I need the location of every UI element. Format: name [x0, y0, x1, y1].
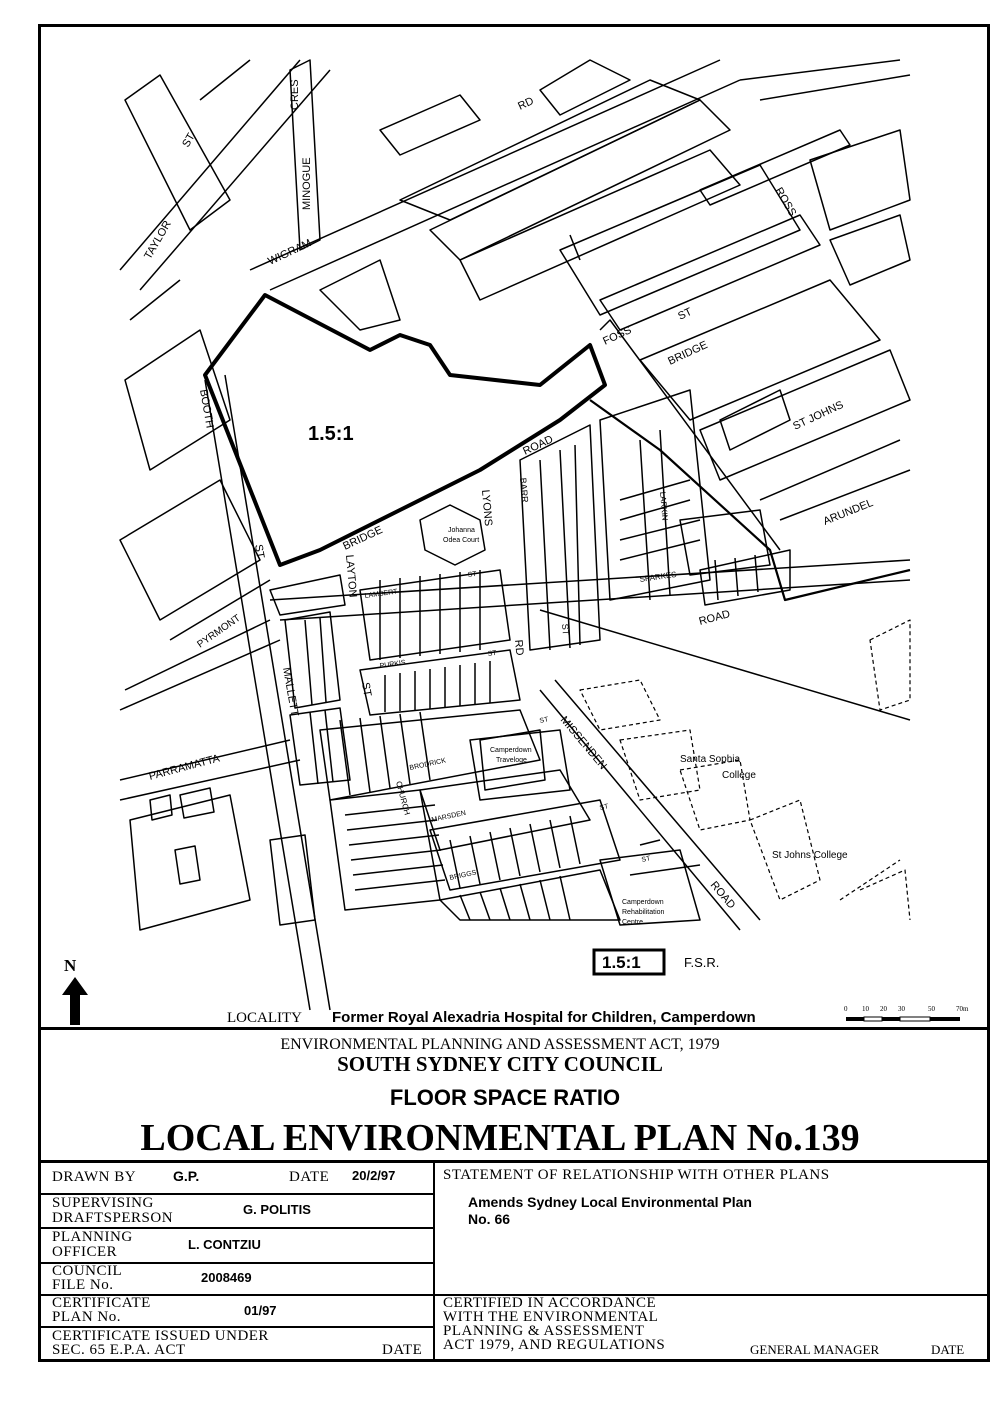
- legend-box-label: 1.5:1: [602, 953, 641, 972]
- street-layton: LAYTON: [343, 554, 359, 599]
- certificate-label-2: PLAN No.: [52, 1309, 122, 1325]
- plan-title: LOCAL ENVIRONMENTAL PLAN No.139: [140, 1117, 860, 1159]
- certified-line-2: WITH THE ENVIRONMENTAL: [443, 1309, 659, 1325]
- street-st-lyons: ST: [560, 623, 571, 636]
- street-st-lambert: ST: [467, 570, 478, 579]
- gm-date-label: DATE: [931, 1342, 965, 1357]
- planning-label-2: OFFICER: [52, 1244, 118, 1260]
- street-cres: CRES: [289, 79, 301, 110]
- statement-line-1: Amends Sydney Local Environmental Plan: [468, 1194, 752, 1210]
- issued-label-2: SEC. 65 E.P.A. ACT: [52, 1342, 186, 1358]
- street-st-purkis: ST: [487, 649, 498, 658]
- scale-bar: [844, 1005, 984, 1027]
- street-lyons: LYONS: [479, 489, 495, 527]
- street-lambert: LAMBERT: [364, 588, 398, 600]
- place-odea-court: Odea Court: [443, 537, 480, 544]
- details-divider: [433, 1160, 435, 1360]
- street-rd-lyons: RD: [512, 639, 526, 657]
- street-mallett: MALLETT: [280, 666, 301, 718]
- place-st-johns-college: St Johns College: [772, 850, 848, 861]
- place-rehab-3: Centre: [622, 919, 644, 926]
- street-pyrmont: PYRMONT: [195, 612, 243, 651]
- council-file-label-1: COUNCIL: [52, 1263, 123, 1279]
- place-college: College: [722, 770, 756, 781]
- street-briggs: BRIGGS: [448, 869, 478, 882]
- certified-line-3: PLANNING & ASSESSMENT: [443, 1323, 645, 1339]
- street-st-mallett: ST: [359, 681, 374, 698]
- street-ross: ROSS: [772, 185, 799, 219]
- street-rd-top: RD: [516, 95, 536, 113]
- street-sparkes: SPARKES: [639, 569, 678, 584]
- street-bridge-lower: BRIDGE: [341, 524, 385, 553]
- scale-tick-10: 10: [862, 1005, 869, 1013]
- street-taylor: TAYLOR: [142, 218, 174, 262]
- scale-tick-30: 30: [898, 1005, 905, 1013]
- street-larkin: LARKIN: [658, 491, 670, 521]
- council-title: SOUTH SYDNEY CITY COUNCIL: [337, 1052, 663, 1076]
- locality-value: Former Royal Alexadria Hospital for Children, Camperdown: [332, 1009, 756, 1026]
- street-st-1: ST: [180, 131, 198, 150]
- place-johanna: Johanna: [448, 527, 475, 534]
- council-file-label-2: FILE No.: [52, 1277, 114, 1293]
- title-block-mid-rule: [40, 1160, 988, 1163]
- street-arundel: ARUNDEL: [821, 496, 875, 528]
- legend-meaning: F.S.R.: [684, 955, 720, 970]
- street-road-missenden: ROAD: [707, 879, 738, 912]
- statement-line-2: No. 66: [468, 1211, 511, 1227]
- act-title: ENVIRONMENTAL PLANNING AND ASSESSMENT ACT, 1979: [280, 1036, 720, 1053]
- place-rehab-2: Rehabilitation: [622, 909, 665, 916]
- street-st-booth: ST: [252, 543, 267, 560]
- scale-tick-0: 0: [844, 1005, 848, 1013]
- certified-line-1: CERTIFIED IN ACCORDANCE: [443, 1295, 657, 1311]
- street-barr: BARR: [518, 477, 531, 504]
- scale-tick-70: 70m: [956, 1005, 969, 1013]
- street-church: CHURCH: [394, 780, 412, 817]
- street-st-johns: ST JOHNS: [791, 398, 846, 433]
- street-st-briggs: ST: [640, 855, 652, 864]
- subject-title: FLOOR SPACE RATIO: [389, 1085, 621, 1110]
- supervising-value: G. POLITIS: [243, 1202, 311, 1217]
- general-manager-label: GENERAL MANAGER: [750, 1342, 880, 1357]
- street-missenden: MISSENDEN: [557, 714, 609, 773]
- supervising-label-1: SUPERVISING: [52, 1195, 154, 1211]
- street-parramatta: PARRAMATTA: [147, 752, 222, 783]
- drawn-by-value: G.P.: [173, 1168, 200, 1184]
- supervising-label-2: DRAFTSPERSON: [52, 1210, 174, 1226]
- street-wigram: WIGRAM: [266, 237, 314, 268]
- locality-label: LOCALITY: [227, 1010, 302, 1026]
- street-minogue: MINOGUE: [301, 157, 313, 210]
- place-rehab-1: Camperdown: [622, 899, 664, 906]
- certificate-value: 01/97: [244, 1303, 277, 1318]
- street-road-right: ROAD: [697, 608, 732, 628]
- north-arrow-icon: [60, 977, 90, 1027]
- council-file-value: 2008469: [201, 1270, 252, 1285]
- date-value: 20/2/97: [352, 1168, 396, 1183]
- street-foss: FOSS: [601, 324, 634, 348]
- issued-date-label: DATE: [382, 1342, 423, 1358]
- certificate-label-1: CERTIFICATE: [52, 1295, 151, 1311]
- street-st-brodrick: ST: [538, 716, 550, 725]
- date-label: DATE: [289, 1169, 330, 1185]
- street-st-marsden: ST: [598, 803, 610, 812]
- place-traveloge: Traveloge: [496, 757, 527, 764]
- street-road-bridge: ROAD: [521, 433, 556, 458]
- street-marsden: MARSDEN: [430, 809, 467, 824]
- place-camperdown-1: Camperdown: [490, 747, 532, 754]
- street-purkis: PURKIS: [379, 659, 407, 670]
- planning-value: L. CONTZIU: [188, 1237, 261, 1252]
- issued-label-1: CERTIFICATE ISSUED UNDER: [52, 1328, 269, 1344]
- street-booth: BOOTH: [197, 388, 216, 430]
- place-santa-sophia: Santa Sophia: [680, 754, 741, 765]
- certified-line-4: ACT 1979, AND REGULATIONS: [443, 1337, 666, 1353]
- fsr-zone-label: 1.5:1: [308, 423, 354, 445]
- drawn-by-label: DRAWN BY: [52, 1169, 137, 1185]
- street-st-foss: ST: [676, 305, 695, 323]
- statement-heading: STATEMENT OF RELATIONSHIP WITH OTHER PLANS: [443, 1167, 830, 1183]
- north-label: N: [64, 956, 77, 975]
- scale-tick-50: 50: [928, 1005, 935, 1013]
- planning-label-1: PLANNING: [52, 1229, 133, 1245]
- scale-tick-20: 20: [880, 1005, 887, 1013]
- street-brodrick: BRODRICK: [408, 757, 447, 772]
- title-block-top-rule: [40, 1027, 988, 1030]
- street-bridge: BRIDGE: [666, 339, 710, 368]
